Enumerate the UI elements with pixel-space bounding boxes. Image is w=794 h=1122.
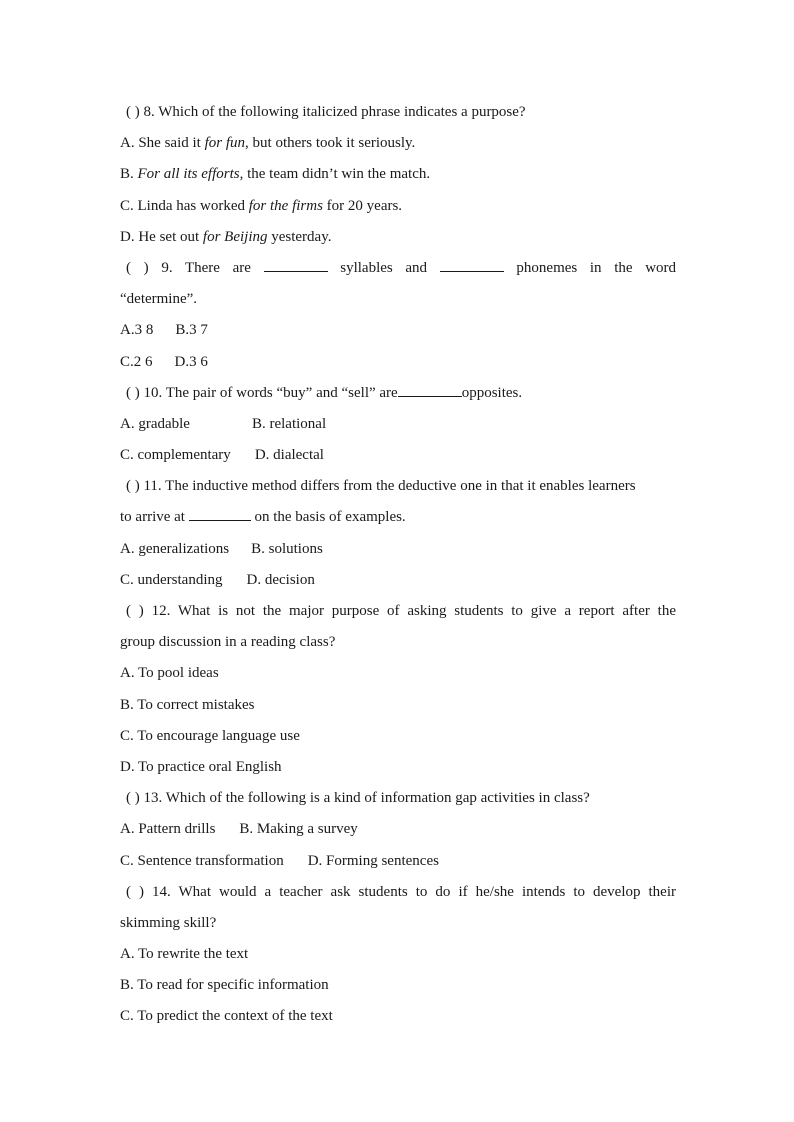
- question-9-stem-continued: “determine”.: [120, 291, 198, 308]
- question-8-option-d: D. He set out for Beijing yesterday.: [120, 228, 332, 245]
- question-9-options-cd: C.2 6 D.3 6: [120, 353, 208, 370]
- question-10-options-cd: C. complementary D. dialectal: [120, 447, 324, 464]
- question-13-options-ab: A. Pattern drills B. Making a survey: [120, 821, 358, 838]
- question-14-stem-continued: skimming skill?: [120, 914, 217, 931]
- question-14-stem: ( ) 14. What would a teacher ask students to do if he/she intends to develop their: [126, 883, 676, 900]
- question-12-option-c: C. To encourage language use: [120, 727, 300, 744]
- question-14-option-b: B. To read for specific information: [120, 977, 329, 994]
- question-12-stem: ( ) 12. What is not the major purpose of asking students to give a report after the: [126, 603, 676, 619]
- answer-blank: [189, 507, 251, 522]
- question-14-option-c: C. To predict the context of the text: [120, 1008, 333, 1025]
- question-12-option-a: A. To pool ideas: [120, 665, 219, 682]
- question-11-options-cd: C. understanding D. decision: [120, 571, 315, 588]
- question-11-stem-continued: to arrive at on the basis of examples.: [120, 502, 676, 533]
- question-13-options-cd: C. Sentence transformation D. Forming sentences: [120, 852, 439, 869]
- exam-page: [120, 97, 676, 1033]
- question-12-option-b: B. To correct mistakes: [120, 696, 255, 713]
- question-11-stem: ( ) 11. The inductive method differs from the deductive one in that it enables learners: [126, 478, 636, 495]
- question-8-option-a: A. She said it for fun, but others took it seriously.: [120, 135, 416, 152]
- question-12-stem-continued: group discussion in a reading class?: [120, 634, 336, 651]
- question-9-options-ab: A.3 8 B.3 7: [120, 322, 208, 339]
- question-8-stem: ( ) 8. Which of the following italicized phrase indicates a purpose?: [126, 104, 526, 120]
- question-14-option-a: A. To rewrite the text: [120, 946, 249, 963]
- answer-blank: [264, 257, 328, 272]
- question-8-option-c: C. Linda has worked for the firms for 20 years.: [120, 197, 403, 214]
- question-12-option-d: D. To practice oral English: [120, 758, 282, 775]
- answer-blank: [398, 382, 462, 397]
- question-10-stem: ( ) 10. The pair of words “buy” and “sell” are opposites.: [120, 378, 676, 409]
- question-11-options-ab: A. generalizations B. solutions: [120, 540, 323, 557]
- answer-blank: [440, 257, 504, 272]
- question-13-stem: ( ) 13. Which of the following is a kind of information gap activities in class?: [126, 790, 590, 807]
- question-9-stem: ( ) 9. There are syllables and phonemes in the word: [120, 253, 676, 284]
- question-8-option-b: B. For all its efforts, the team didn’t win the match.: [120, 166, 431, 183]
- question-10-options-ab: A. gradable B. relational: [120, 415, 327, 432]
